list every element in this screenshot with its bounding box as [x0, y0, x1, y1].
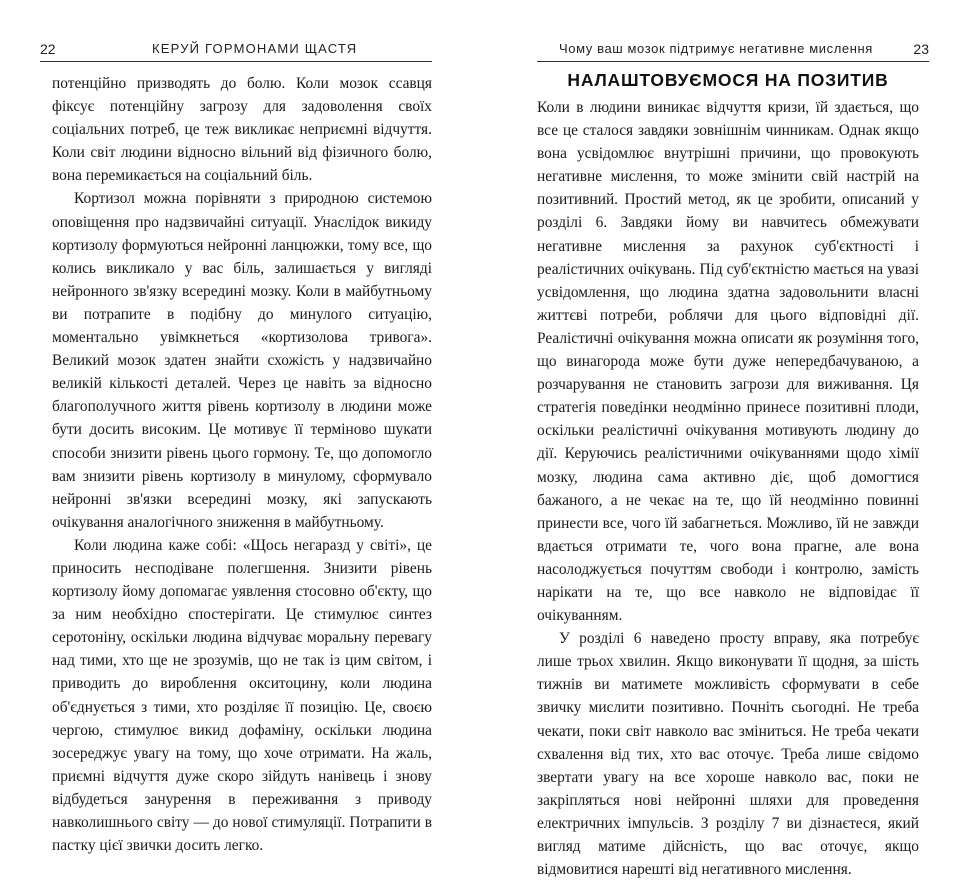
left-paragraph-2: Кортизол можна порівняти з природною системою оповіщення про надзвичайні ситуації. Унаслідок викиду кортизолу формуються нейронні ланцюжки, тому все, що колись викликало у вас біль, залишається у вигляді нейронного зв'язку всередині мозку. Коли в майбутньому ви потрапите в подібну до минулого ситуацію, моментально увімкнеться «кортизолова тривога». Великий мозок здатен знайти схожість у надзвичайно великій кількості деталей. Через це навіть за відносно благополучного життя рівень кортизолу в людини може бути досить високим. Це мотивує її терміново шукати способи знизити рівень цього гормону. Те, що допомогло вам знизити рівень кортизолу в минулому, сформувало нейронні зв'язки всередині мозку, які запускають очікування аналогічного зниження в майбутньому.: [52, 190, 432, 531]
left-paragraph-3: Коли людина каже собі: «Щось негаразд у світі», це приносить несподіване полегшення. Знизити рівень кортизолу йому допомагає уявлення стосовно об'єкту, що за ним необхідно спостерігати. Це стимулює синтез серотоніну, оскільки людина відчуває моральну перевагу над тими, хто ще не зрозумів, що не так із цим світом, і приводить до вироблення окситоцину, коли людина об'єднується з тими, хто розділяє її позицію. Це, своєю чергою, стимулює викид дофаміну, оскільки людина зосереджує увагу на тому, що хоче отримати. На жаль, приємні відчуття дуже скоро зійдуть нанівець і знову відбудеться занурення в переживання з приводу навколишнього світу — до нової стимуляції. Потрапити в пастку цієї звички досить легко.: [52, 536, 432, 855]
left-page: [0, 0, 485, 855]
section-heading: НАЛАШТОВУЄМОСЯ НА ПОЗИТИВ: [567, 70, 889, 90]
right-paragraph-1: Коли в людини виникає відчуття кризи, їй здається, що все це сталося завдяки зовнішнім чинникам. Однак якщо вона усвідомлює внутрішні причини, що провокують негативне мислення, то може змінити свій настрій на позитивний. Простий метод, як це зробити, описаний у розділі 6. Завдяки йому ви навчитесь обмежувати негативне мислення за рахунок суб'єктності і реалістичних очікувань. Під суб'єктністю мається на увазі усвідомлення, що людина здатна задовольнити власні життєві потреби, роблячи для цього відповідні дії. Реалістичні очікування можна описати як розуміння того, що винагорода може бути дуже непередбачуваною, а розчарування не становить загрози для виживання. Ця стратегія поведінки неодмінно принесе позитивні плоди, оскільки реалістичні очікування мотивують людину до дії. Керуючись реалістичними очікуваннями щодо хімії мозку, людина сама активно діє, щоб домогтися бажаного, а не чекає на те, що їй неодмінно повинні принести все, чого їй забагнеться. Можливо, їй не завжди вдається отримати те, чого вона прагне, але вона насолоджується почуттям свободи і контролю, замість нарікати на те, що все навколо не відповідає її очікуванням.: [537, 99, 919, 625]
left-body-text: [52, 72, 432, 857]
left-running-head: [40, 39, 432, 62]
right-paragraph-2: У розділі 6 наведено просту вправу, яка потребує лише трьох хвилин. Якщо виконувати її щодня, за шість тижнів ви матимете можливість сформувати в себе звичку мислити позитивно. Почніть сьогодні. Не треба чекати, поки світ навколо вас зміниться. Не треба чекати схвалення від тих, хто вас оточує. Треба лише свідомо звертати увагу на все хороше навколо вас, поки не закріпляться нові нейронні шляхи для проведення електричних імпульсів. З розділу 7 ви дізнаєтеся, який вигляд матиме дійсність, що вас оточує, якщо відмовитися нарешті від негативного мислення.: [537, 630, 919, 879]
right-page: [485, 0, 970, 879]
left-running-title: КЕРУЙ ГОРМОНАМИ ЩАСТЯ: [152, 41, 358, 56]
right-running-title: Чому ваш мозок підтримує негативне мислення: [559, 41, 873, 56]
right-running-head: [537, 39, 929, 62]
left-page-number: 22: [40, 41, 56, 57]
right-page-number: 23: [913, 41, 929, 57]
right-body-text: [537, 96, 919, 881]
left-paragraph-1: потенційно призводять до болю. Коли мозок ссавця фіксує потенційну загрозу для задоволення своїх соціальних потреб, це теж викликає неприємні відчуття. Коли світ людини відносно вільний від фізичного болю, вона перемикається на соціальний біль.: [52, 75, 432, 185]
